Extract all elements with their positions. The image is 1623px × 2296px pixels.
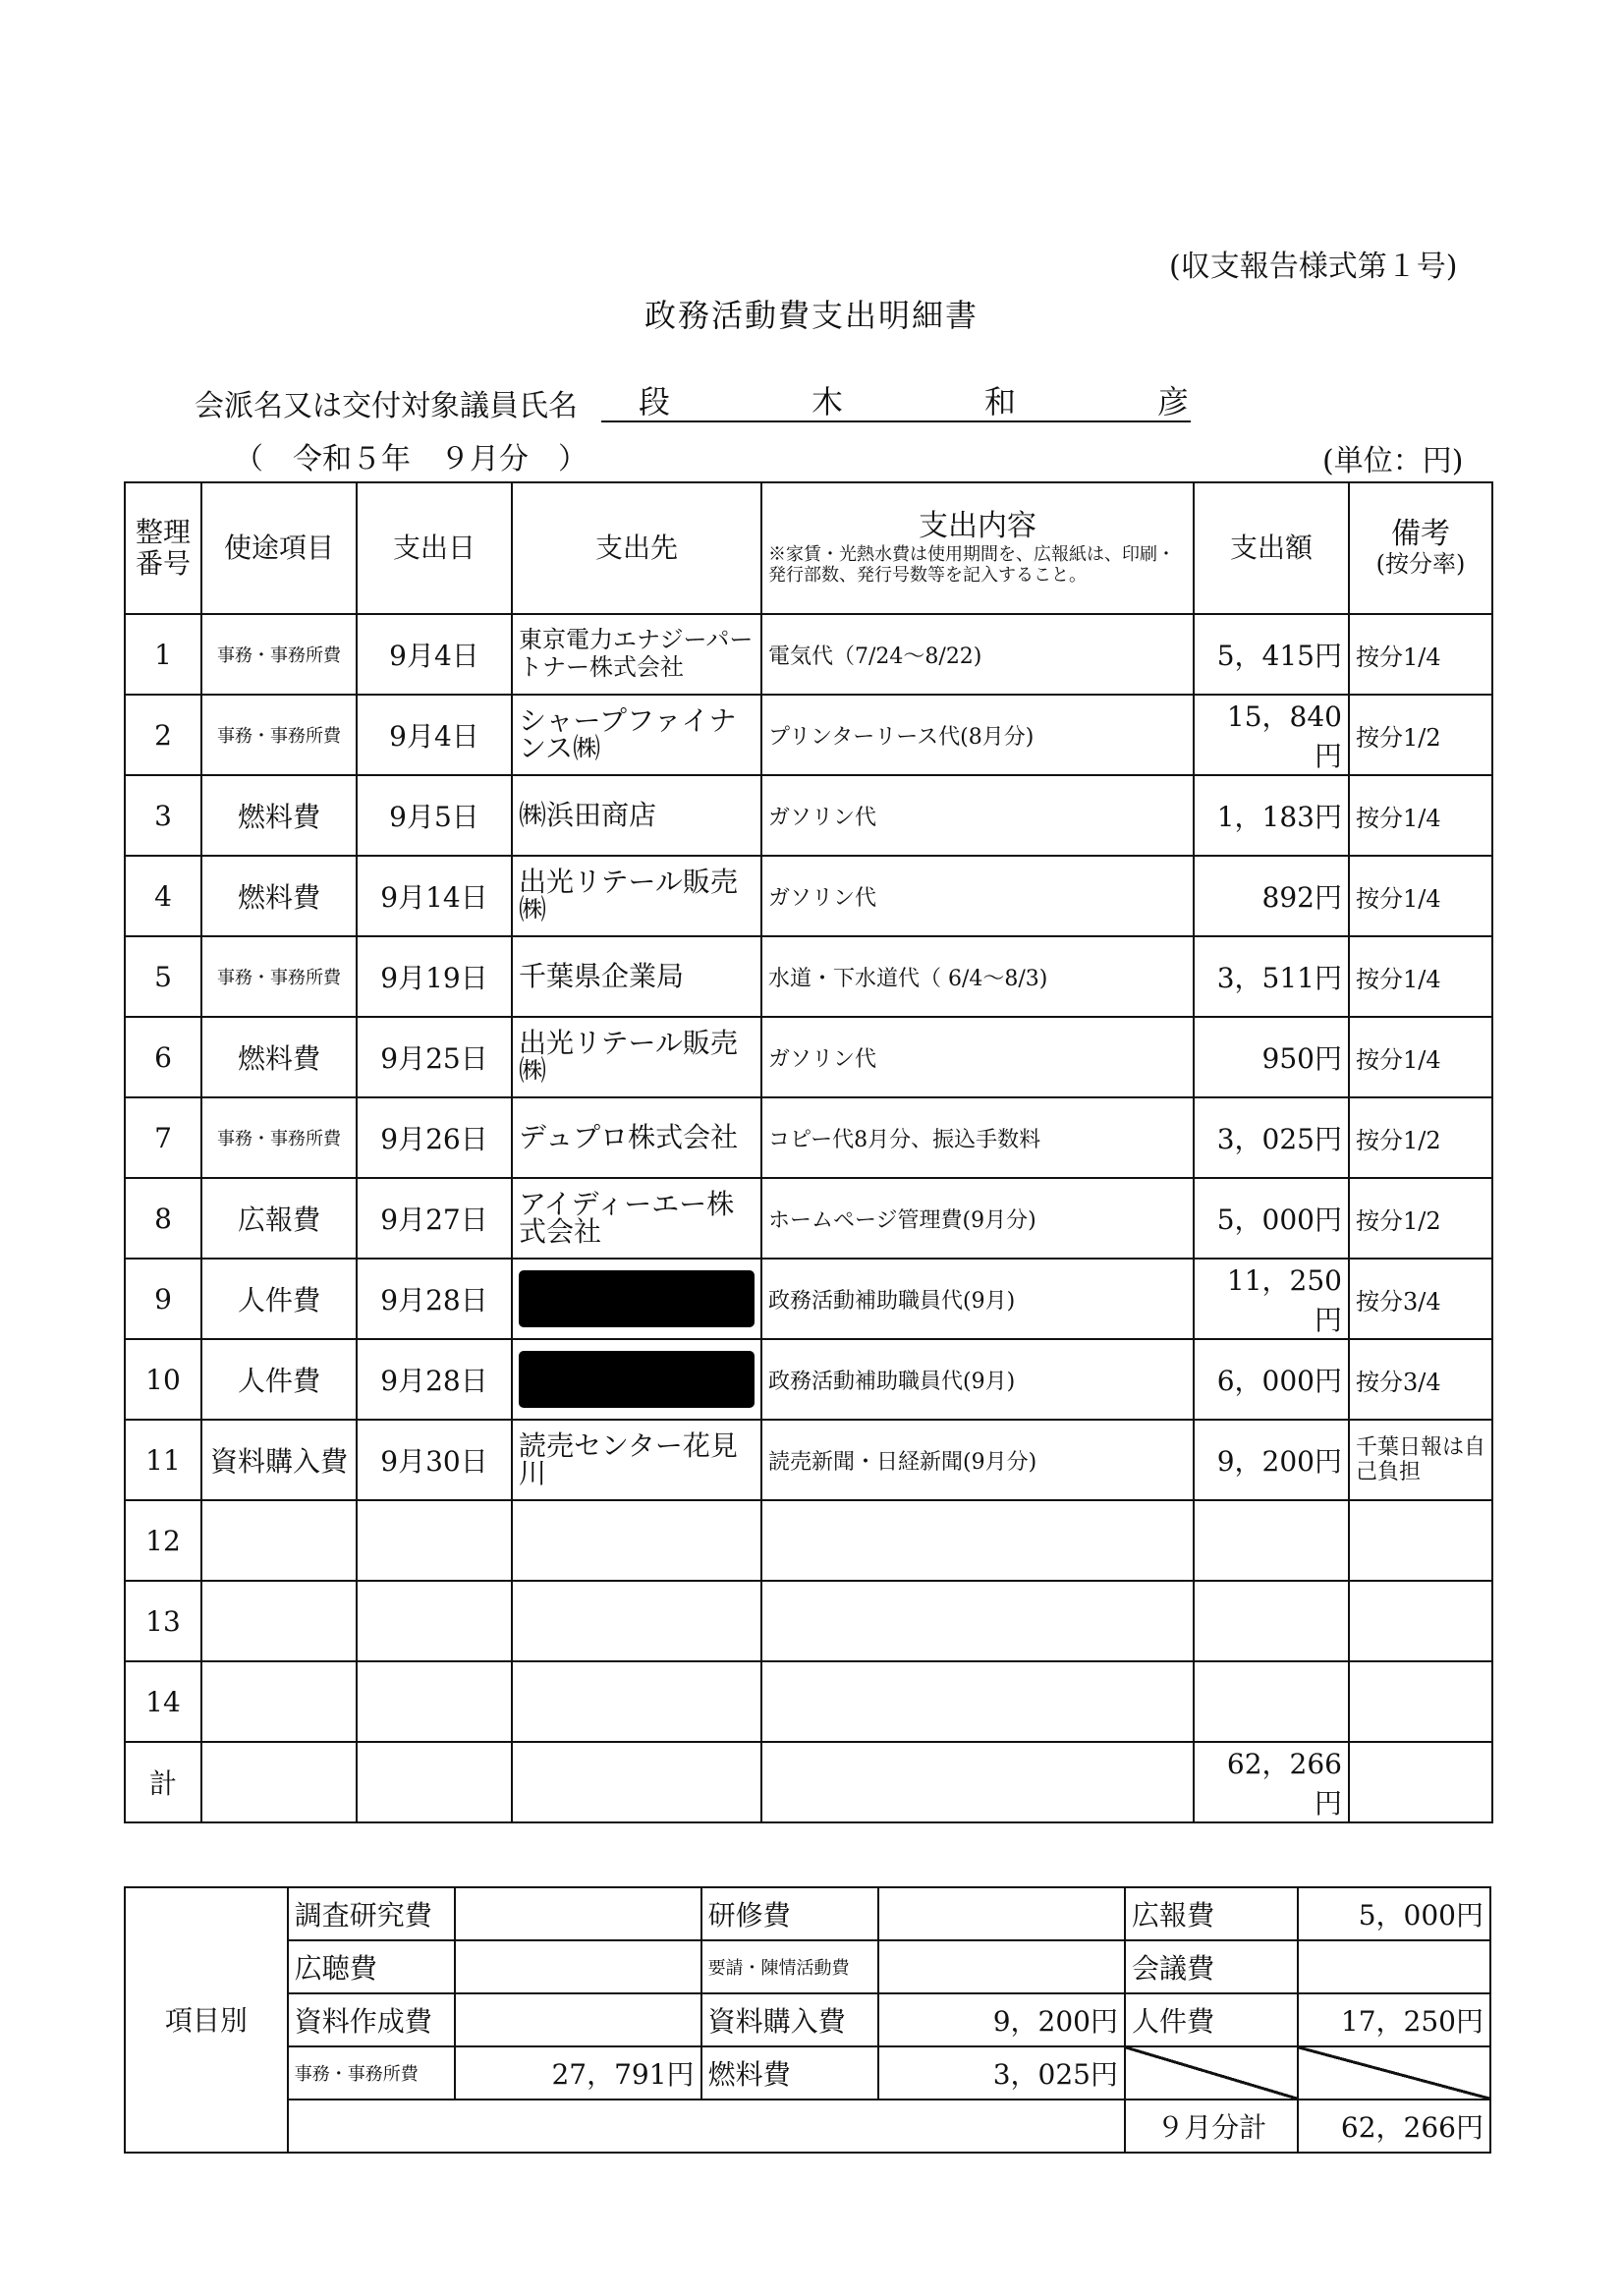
row-payee [512, 1339, 761, 1420]
total-row [125, 1742, 1492, 1822]
table-row [125, 1500, 1492, 1581]
table-row [125, 1581, 1492, 1661]
row-note: 按分1/4 [1349, 1017, 1492, 1097]
row-no: 3 [125, 775, 201, 856]
row-amount: 5，000円 [1194, 1178, 1349, 1259]
row-amount: 892円 [1194, 856, 1349, 936]
summary-value: 27，791円 [455, 2046, 701, 2100]
row-no: 12 [125, 1500, 201, 1581]
table-row [125, 1017, 1492, 1097]
row-no: 7 [125, 1097, 201, 1178]
summary-label: 広聴費 [288, 1940, 455, 1993]
row-note: 按分1/2 [1349, 695, 1492, 775]
summary-row [125, 1940, 1490, 1993]
table-row [125, 775, 1492, 856]
row-note [1349, 1581, 1492, 1661]
name-label: 会派名又は交付対象議員氏名 [195, 389, 578, 423]
row-amount: 9，200円 [1194, 1420, 1349, 1500]
row-amount: 11，250円 [1194, 1259, 1349, 1339]
summary-row [125, 1887, 1490, 1940]
summary-value: 9，200円 [878, 1993, 1125, 2046]
row-no: 8 [125, 1178, 201, 1259]
summary-value: 17，250円 [1298, 1993, 1490, 2046]
row-purpose: 燃料費 [201, 856, 357, 936]
col-header-amount: 支出額 [1194, 482, 1349, 614]
row-no: 11 [125, 1420, 201, 1500]
col-header-date: 支出日 [357, 482, 512, 614]
row-purpose: 燃料費 [201, 1017, 357, 1097]
summary-label: 会議費 [1125, 1940, 1298, 1993]
row-note: 千葉日報は自己負担 [1349, 1420, 1492, 1500]
table-row [125, 1259, 1492, 1339]
col-header-payee: 支出先 [512, 482, 761, 614]
row-content: 水道・下水道代（ 6/4～8/3) [761, 936, 1194, 1017]
row-no: 2 [125, 695, 201, 775]
summary-total-row [125, 2100, 1490, 2153]
row-date: 9月26日 [357, 1097, 512, 1178]
month-total-label: ９月分計 [1125, 2100, 1298, 2153]
col-header-content [761, 482, 1194, 614]
row-purpose: 事務・事務所費 [201, 695, 357, 775]
summary-value [455, 1940, 701, 1993]
row-content [761, 1500, 1194, 1581]
row-date: 9月28日 [357, 1259, 512, 1339]
expense-table [124, 481, 1493, 1823]
summary-label: 人件費 [1125, 1993, 1298, 2046]
form-number: (収支報告様式第１号) [1169, 250, 1458, 284]
summary-value [878, 1887, 1125, 1940]
redaction-block [519, 1351, 755, 1408]
row-date: 9月14日 [357, 856, 512, 936]
row-amount [1194, 1581, 1349, 1661]
row-date: 9月4日 [357, 614, 512, 695]
summary-value [455, 1993, 701, 2046]
summary-row [125, 2046, 1490, 2100]
row-amount: 6，000円 [1194, 1339, 1349, 1420]
row-date: 9月25日 [357, 1017, 512, 1097]
row-content: プリンターリース代(8月分) [761, 695, 1194, 775]
row-content: ホームページ管理費(9月分) [761, 1178, 1194, 1259]
row-note: 按分1/4 [1349, 936, 1492, 1017]
row-content: コピー代8月分、振込手数料 [761, 1097, 1194, 1178]
total-empty [761, 1742, 1194, 1822]
content-title: 支出内容 [919, 509, 1036, 544]
row-payee: 出光リテール販売㈱ [512, 856, 761, 936]
redaction-block [519, 1270, 755, 1327]
name-char: 和 [983, 383, 1016, 420]
row-purpose: 事務・事務所費 [201, 936, 357, 1017]
table-row [125, 1661, 1492, 1742]
document-title: 政務活動費支出明細書 [644, 297, 979, 334]
row-no: 6 [125, 1017, 201, 1097]
table-row [125, 1097, 1492, 1178]
row-date: 9月30日 [357, 1420, 512, 1500]
total-empty [1349, 1742, 1492, 1822]
row-payee: 千葉県企業局 [512, 936, 761, 1017]
summary-value [878, 1940, 1125, 1993]
row-amount: 1，183円 [1194, 775, 1349, 856]
summary-label: 要請・陳情活動費 [701, 1940, 879, 1993]
row-purpose: 事務・事務所費 [201, 614, 357, 695]
row-content: 政務活動補助職員代(9月) [761, 1339, 1194, 1420]
row-no: 13 [125, 1581, 201, 1661]
name-char: 段 [639, 383, 671, 420]
summary-value [1298, 1940, 1490, 1993]
table-header-row [125, 482, 1492, 614]
summary-value [455, 1887, 701, 1940]
row-amount [1194, 1500, 1349, 1581]
row-amount: 3，511円 [1194, 936, 1349, 1017]
row-payee: シャープファイナンス㈱ [512, 695, 761, 775]
row-date: 9月27日 [357, 1178, 512, 1259]
table-row [125, 1178, 1492, 1259]
row-payee: デュプロ株式会社 [512, 1097, 761, 1178]
row-payee: アイディーエー株式会社 [512, 1178, 761, 1259]
note-title: 備考 [1391, 516, 1450, 551]
summary-label: 調査研究費 [288, 1887, 455, 1940]
category-summary-table [124, 1886, 1491, 2154]
row-no: 9 [125, 1259, 201, 1339]
summary-label: 研修費 [701, 1887, 879, 1940]
row-no: 14 [125, 1661, 201, 1742]
table-row [125, 856, 1492, 936]
row-note: 按分1/2 [1349, 1178, 1492, 1259]
unit-label: (単位：円) [1322, 444, 1464, 478]
row-date [357, 1661, 512, 1742]
row-purpose: 人件費 [201, 1259, 357, 1339]
row-date [357, 1500, 512, 1581]
table-row [125, 695, 1492, 775]
total-empty [201, 1742, 357, 1822]
row-content: ガソリン代 [761, 1017, 1194, 1097]
report-period: （ 令和５年 ９月分 ） [234, 442, 588, 476]
row-content: 読売新聞・日経新聞(9月分) [761, 1420, 1194, 1500]
row-content: ガソリン代 [761, 856, 1194, 936]
name-underline [601, 420, 1191, 422]
row-content: 政務活動補助職員代(9月) [761, 1259, 1194, 1339]
row-date [357, 1581, 512, 1661]
row-note [1349, 1661, 1492, 1742]
row-note: 按分1/4 [1349, 775, 1492, 856]
total-label: 計 [125, 1742, 201, 1822]
summary-head: 項目別 [125, 1887, 288, 2153]
row-purpose [201, 1581, 357, 1661]
row-payee [512, 1259, 761, 1339]
summary-label: 事務・事務所費 [288, 2046, 455, 2100]
summary-value: 3，025円 [878, 2046, 1125, 2100]
summary-label: 燃料費 [701, 2046, 879, 2100]
summary-empty [288, 2100, 1125, 2153]
row-note: 按分1/4 [1349, 856, 1492, 936]
summary-label: 資料購入費 [701, 1993, 879, 2046]
diagonal-cell [1298, 2046, 1490, 2100]
row-note [1349, 1500, 1492, 1581]
row-purpose: 広報費 [201, 1178, 357, 1259]
row-payee: ㈱浜田商店 [512, 775, 761, 856]
table-row [125, 1420, 1492, 1500]
member-name [639, 377, 1189, 422]
row-purpose [201, 1500, 357, 1581]
total-empty [357, 1742, 512, 1822]
row-amount: 950円 [1194, 1017, 1349, 1097]
row-no: 1 [125, 614, 201, 695]
row-payee: 出光リテール販売㈱ [512, 1017, 761, 1097]
row-amount: 15，840円 [1194, 695, 1349, 775]
row-no: 10 [125, 1339, 201, 1420]
row-purpose: 燃料費 [201, 775, 357, 856]
name-char: 木 [811, 383, 843, 420]
row-note: 按分1/4 [1349, 614, 1492, 695]
summary-label: 広報費 [1125, 1887, 1298, 1940]
col-header-note [1349, 482, 1492, 614]
name-char: 彦 [1156, 383, 1189, 420]
row-purpose: 資料購入費 [201, 1420, 357, 1500]
summary-value: 5，000円 [1298, 1887, 1490, 1940]
row-note: 按分3/4 [1349, 1339, 1492, 1420]
month-total-value: 62，266円 [1298, 2100, 1490, 2153]
table-row [125, 614, 1492, 695]
total-amount: 62，266円 [1194, 1742, 1349, 1822]
row-amount: 3，025円 [1194, 1097, 1349, 1178]
col-header-no: 整理番号 [125, 482, 201, 614]
row-date: 9月4日 [357, 695, 512, 775]
row-payee: 読売センター花見川 [512, 1420, 761, 1500]
row-payee [512, 1581, 761, 1661]
row-purpose: 人件費 [201, 1339, 357, 1420]
row-content: 電気代（7/24～8/22) [761, 614, 1194, 695]
row-date: 9月19日 [357, 936, 512, 1017]
row-no: 4 [125, 856, 201, 936]
content-note: ※家賃・光熱水費は使用期間を、広報紙は、印刷・発行部数、発行号数等を記入すること。 [768, 543, 1175, 587]
row-date: 9月28日 [357, 1339, 512, 1420]
row-content: ガソリン代 [761, 775, 1194, 856]
row-purpose: 事務・事務所費 [201, 1097, 357, 1178]
row-amount [1194, 1661, 1349, 1742]
summary-row [125, 1993, 1490, 2046]
row-date: 9月5日 [357, 775, 512, 856]
row-payee: 東京電力エナジーパートナー株式会社 [512, 614, 761, 695]
note-sub: (按分率) [1375, 550, 1466, 579]
row-payee [512, 1661, 761, 1742]
row-amount: 5，415円 [1194, 614, 1349, 695]
row-no: 5 [125, 936, 201, 1017]
summary-label: 資料作成費 [288, 1993, 455, 2046]
row-note: 按分3/4 [1349, 1259, 1492, 1339]
row-content [761, 1661, 1194, 1742]
row-purpose [201, 1661, 357, 1742]
table-row [125, 1339, 1492, 1420]
row-content [761, 1581, 1194, 1661]
col-header-purpose: 使途項目 [201, 482, 357, 614]
total-empty [512, 1742, 761, 1822]
row-note: 按分1/2 [1349, 1097, 1492, 1178]
table-row [125, 936, 1492, 1017]
row-payee [512, 1500, 761, 1581]
diagonal-cell [1125, 2046, 1298, 2100]
